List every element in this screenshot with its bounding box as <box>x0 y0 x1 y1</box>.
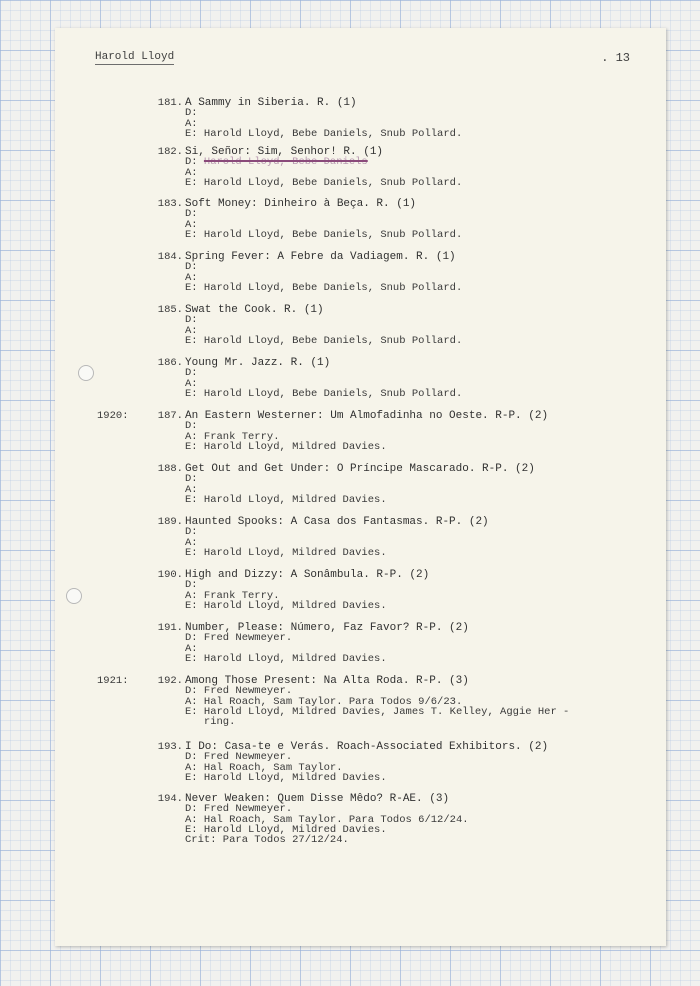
entry-number: 193. <box>157 741 183 753</box>
entry-credit-text: E: Harold Lloyd, Mildred Davies. <box>185 823 387 836</box>
entry-credit-line <box>55 368 666 378</box>
punch-hole-mark <box>78 365 94 381</box>
entry-credit-line <box>55 580 666 590</box>
entry-credit-text: D: <box>185 367 198 380</box>
entry-number: 188. <box>157 463 183 475</box>
entry-number: 189. <box>157 516 183 528</box>
entry-credit-text: E: Harold Lloyd, Mildred Davies. <box>185 493 387 506</box>
entry-credit-line <box>55 707 666 717</box>
entry-credit-text: A: <box>185 271 198 284</box>
entry-title: Si, Señor: Sim, Senhor! R. (1) <box>185 146 384 158</box>
entry-title-line <box>55 464 666 474</box>
entry-title: Soft Money: Dinheiro à Beça. R. (1) <box>185 198 417 210</box>
entry-number: 191. <box>157 622 183 634</box>
entry-credit-text: E: Harold Lloyd, Bebe Daniels, Snub Pollard. <box>185 281 463 294</box>
entry-credit-text: A: <box>185 536 198 549</box>
entry-credit-text: E: Harold Lloyd, Bebe Daniels, Snub Pollard. <box>185 228 463 241</box>
entry-year: 1921: <box>97 675 129 687</box>
entry-credit-text: A: <box>185 166 198 179</box>
entry-credit-line <box>55 209 666 219</box>
typed-page <box>55 28 666 946</box>
entry-title-line <box>55 358 666 368</box>
film-entry <box>55 794 666 845</box>
entry-credit-text: D: <box>185 579 198 592</box>
entry-credit-line <box>55 315 666 325</box>
film-entry <box>55 98 666 139</box>
entry-number: 192. <box>157 675 183 687</box>
entry-credit-line <box>55 442 666 452</box>
entry-title-line <box>55 570 666 580</box>
entry-credit-text: E: Harold Lloyd, Mildred Davies. <box>185 546 387 559</box>
entry-title-line <box>55 252 666 262</box>
entry-credit-text: A: Frank Terry. <box>185 589 280 602</box>
film-entry <box>55 517 666 558</box>
entry-number: 181. <box>157 97 183 109</box>
entry-credit-text: Crit: Para Todos 27/12/24. <box>185 834 349 847</box>
entry-credit-text: A: Hal Roach, Sam Taylor. Para Todos 9/6/23. <box>185 695 463 708</box>
entry-credit-line <box>55 336 666 346</box>
entry-title: Swat the Cook. R. (1) <box>185 304 324 316</box>
header-name: Harold Lloyd <box>95 51 175 63</box>
entry-credit-text: E: Harold Lloyd, Mildred Davies. <box>185 599 387 612</box>
entry-number: 190. <box>157 569 183 581</box>
punch-hole-mark <box>66 588 82 604</box>
entry-credit-text: D: <box>185 473 198 486</box>
entry-credit-line <box>55 108 666 118</box>
entry-title-line <box>55 623 666 633</box>
entry-title-line <box>55 98 666 108</box>
entry-credit-text: D: <box>185 420 198 433</box>
entry-credit-line <box>55 654 666 664</box>
entry-credit-line <box>55 283 666 293</box>
entry-title: Get Out and Get Under: O Príncipe Mascarado. R-P. (2) <box>185 463 535 475</box>
entry-number: 186. <box>157 357 183 369</box>
entry-credit-text: D: Harold Lloyd, Bebe Daniels <box>185 156 368 169</box>
entry-credit-line <box>55 752 666 762</box>
entry-credit-text: D: <box>185 526 198 539</box>
entry-credit-text: D: <box>185 208 198 221</box>
entry-title: Among Those Present: Na Alta Roda. R-P. (3) <box>185 675 469 687</box>
entry-credit-line <box>55 633 666 643</box>
entry-title: I Do: Casa-te e Verás. Roach-Associated Exhibitors. (2) <box>185 741 549 753</box>
entry-credit-line <box>55 825 666 835</box>
entry-credit-line <box>55 474 666 484</box>
entry-number: 185. <box>157 304 183 316</box>
entry-credit-text: A: Hal Roach, Sam Taylor. <box>185 761 343 774</box>
entry-credit-line <box>55 421 666 431</box>
entry-credit-text: E: Harold Lloyd, Mildred Davies. <box>185 771 387 784</box>
entry-credit-text: E: Harold Lloyd, Mildred Davies. <box>185 440 387 453</box>
film-entry <box>55 358 666 399</box>
entry-credit-text: D: Fred Newmeyer. <box>185 685 293 698</box>
entry-credit-line <box>55 495 666 505</box>
entry-credit-text: D: Fred Newmeyer. <box>185 632 293 645</box>
entry-credit-text: D: <box>185 261 198 274</box>
entry-credit-text: A: <box>185 324 198 337</box>
entry-number: 184. <box>157 251 183 263</box>
struck-through-text: Harold Lloyd, Bebe Daniels <box>203 156 368 169</box>
page-number: . 13 <box>601 51 630 65</box>
entry-credit-text: ring. <box>185 716 236 729</box>
entry-credit-line <box>55 527 666 537</box>
entry-credit-text: A: <box>185 218 198 231</box>
film-entry <box>55 570 666 611</box>
entry-credit-text: E: Harold Lloyd, Mildred Davies. <box>185 652 387 665</box>
entry-credit-line <box>55 230 666 240</box>
film-entry <box>55 623 666 664</box>
entry-credit-line <box>55 262 666 272</box>
entry-credit-line <box>55 773 666 783</box>
entry-credit-text: D: Fred Newmeyer. <box>185 751 293 764</box>
entry-credit-line <box>55 389 666 399</box>
entry-title-line <box>55 794 666 804</box>
entry-credit-line <box>55 157 666 167</box>
entry-title-line <box>55 199 666 209</box>
entry-credit-text: E: Harold Lloyd, Bebe Daniels, Snub Pollard. <box>185 127 463 140</box>
entry-title: Spring Fever: A Febre da Vadiagem. R. (1) <box>185 251 456 263</box>
entry-credit-text: E: Harold Lloyd, Bebe Daniels, Snub Pollard. <box>185 387 463 400</box>
film-entry <box>55 147 666 188</box>
entry-credit-line <box>55 129 666 139</box>
entry-title: A Sammy in Siberia. R. (1) <box>185 97 357 109</box>
entry-credit-text: A: Hal Roach, Sam Taylor. Para Todos 6/12/24. <box>185 813 469 826</box>
entry-title: Number, Please: Número, Faz Favor? R-P. (2) <box>185 622 469 634</box>
entry-credit-text: A: Frank Terry. <box>185 430 280 443</box>
entry-number: 183. <box>157 198 183 210</box>
film-entry <box>55 199 666 240</box>
entry-credit-text: D: <box>185 314 198 327</box>
entry-credit-text: E: Harold Lloyd, Bebe Daniels, Snub Pollard. <box>185 334 463 347</box>
entry-number: 182. <box>157 146 183 158</box>
entry-credit-text: A: <box>185 642 198 655</box>
entry-credit-line <box>55 178 666 188</box>
entry-title: High and Dizzy: A Sonâmbula. R-P. (2) <box>185 569 430 581</box>
entry-credit-line <box>55 548 666 558</box>
entry-title: An Eastern Westerner: Um Almofadinha no Oeste. R-P. (2) <box>185 410 549 422</box>
film-entry <box>55 742 666 783</box>
entry-title-line <box>55 742 666 752</box>
entry-title: Young Mr. Jazz. R. (1) <box>185 357 331 369</box>
film-entry <box>55 305 666 346</box>
entry-title: Never Weaken: Quem Disse Mêdo? R-AE. (3) <box>185 793 450 805</box>
entry-title-line <box>55 305 666 315</box>
entry-number: 187. <box>157 410 183 422</box>
entry-credit-text: E: Harold Lloyd, Mildred Davies, James T. Kelley, Aggie Her - <box>185 705 570 718</box>
film-entry <box>55 676 666 727</box>
film-entry <box>55 411 666 452</box>
entry-title-line <box>55 676 666 686</box>
entry-credit-text: A: <box>185 483 198 496</box>
film-entry <box>55 252 666 293</box>
entry-title-line <box>55 517 666 527</box>
entry-credit-line <box>55 601 666 611</box>
entry-year: 1920: <box>97 410 129 422</box>
entry-credit-line <box>55 717 666 727</box>
entry-title: Haunted Spooks: A Casa dos Fantasmas. R-P. (2) <box>185 516 489 528</box>
entry-credit-text: D: <box>185 107 198 120</box>
entry-credit-text: D: Fred Newmeyer. <box>185 803 293 816</box>
entry-credit-text: A: <box>185 377 198 390</box>
film-entry <box>55 464 666 505</box>
entry-credit-line <box>55 835 666 845</box>
entry-title-line <box>55 411 666 421</box>
entry-number: 194. <box>157 793 183 805</box>
entry-credit-text: A: <box>185 117 198 130</box>
entry-credit-text: E: Harold Lloyd, Bebe Daniels, Snub Pollard. <box>185 176 463 189</box>
